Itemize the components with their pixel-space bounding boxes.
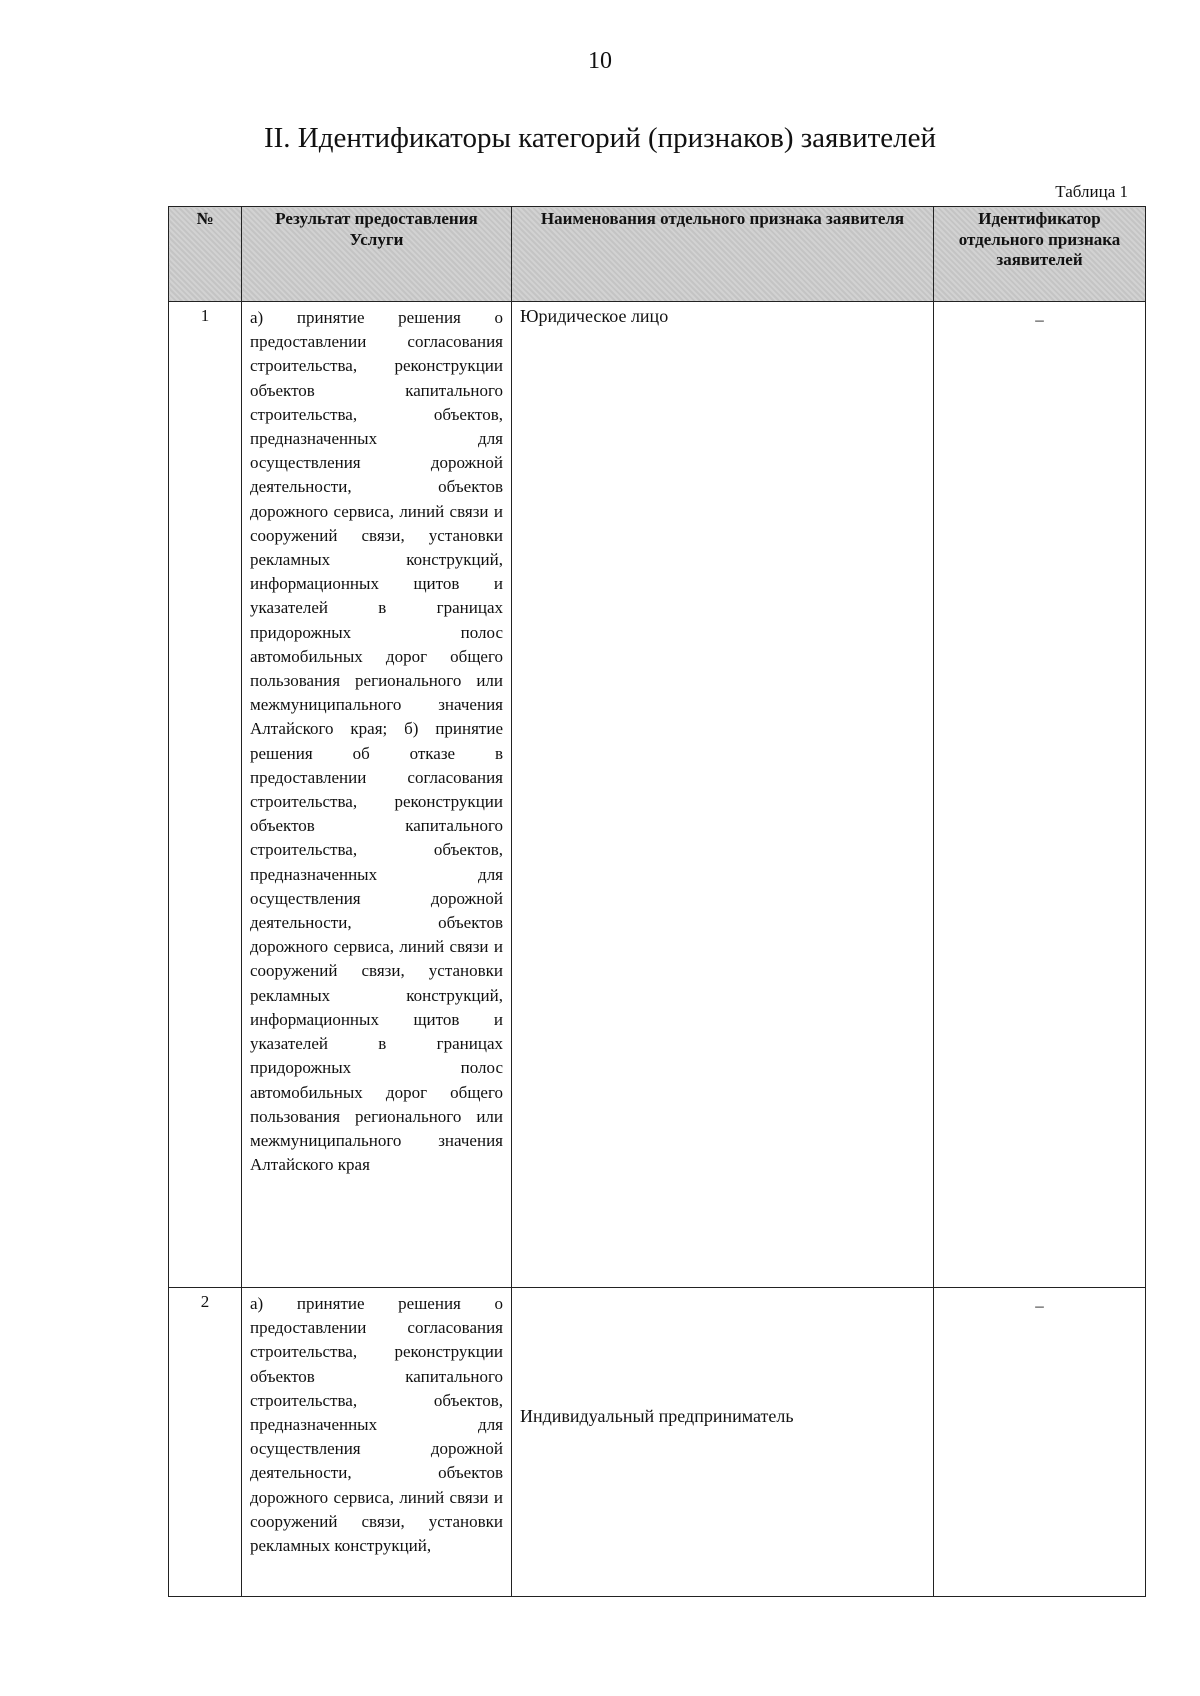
page-number: 10 xyxy=(588,48,612,74)
service-result-cell xyxy=(242,1288,512,1597)
header-number: № xyxy=(169,207,242,302)
table-row xyxy=(169,302,1146,1288)
attribute-identifier: – xyxy=(1035,1296,1044,1315)
table-caption: Таблица 1 xyxy=(1055,182,1128,201)
attribute-name: Юридическое лицо xyxy=(512,302,934,1288)
section-title: II. Идентификаторы категорий (признаков) заявителей xyxy=(263,122,937,154)
applicant-identifiers-table xyxy=(168,206,1146,1597)
service-result-text: а) принятие решения о предоставлении согласования строительства, реконструкции объектов капитального строительства, объектов, предназначенных для осуществления дорожной деятельности, объектов дорожного сервиса, линий связи и сооружений связи, установки рекламных конструкций, информационных щитов и указателей в границах придорожных полос автомобильных дорог общего пользования регионального или межмуниципального значения Алтайского края; б) принятие решения об отказе в предоставлении согласования строительства, реконструкции объектов капитального строительства, объектов, предназначенных для осуществления дорожной деятельности, объектов дорожного сервиса, линий связи и сооружений связи, установки рекламных конструкций, информационных щитов и указателей в границах придорожных полос автомобильных дорог общего пользования регионального или межмуниципального значения Алтайского края xyxy=(242,302,512,1288)
header-attribute-name: Наименования отдельного признака заявителя xyxy=(512,207,934,302)
service-result-text: а) принятие решения о предоставлении согласования строительства, реконструкции объектов капитального строительства, объектов, предназначенных для осуществления дорожной деятельности, объектов дорожного сервиса, линий связи и сооружений связи, установки рекламных конструкций, xyxy=(250,1294,503,1556)
table-row xyxy=(169,1288,1146,1597)
attribute-identifier-cell xyxy=(934,1288,1146,1597)
header-service-result: Результат предоставления Услуги xyxy=(242,207,512,302)
header-attribute-identifier: Идентификатор отдельного признака заявителей xyxy=(934,207,1146,302)
attribute-identifier: – xyxy=(1035,310,1044,329)
row-number: 2 xyxy=(169,1288,242,1597)
row-number: 1 xyxy=(169,302,242,1288)
table-header-row xyxy=(169,207,1146,302)
attribute-name: Индивидуальный предприниматель xyxy=(512,1288,934,1597)
attribute-identifier-cell xyxy=(934,302,1146,1288)
